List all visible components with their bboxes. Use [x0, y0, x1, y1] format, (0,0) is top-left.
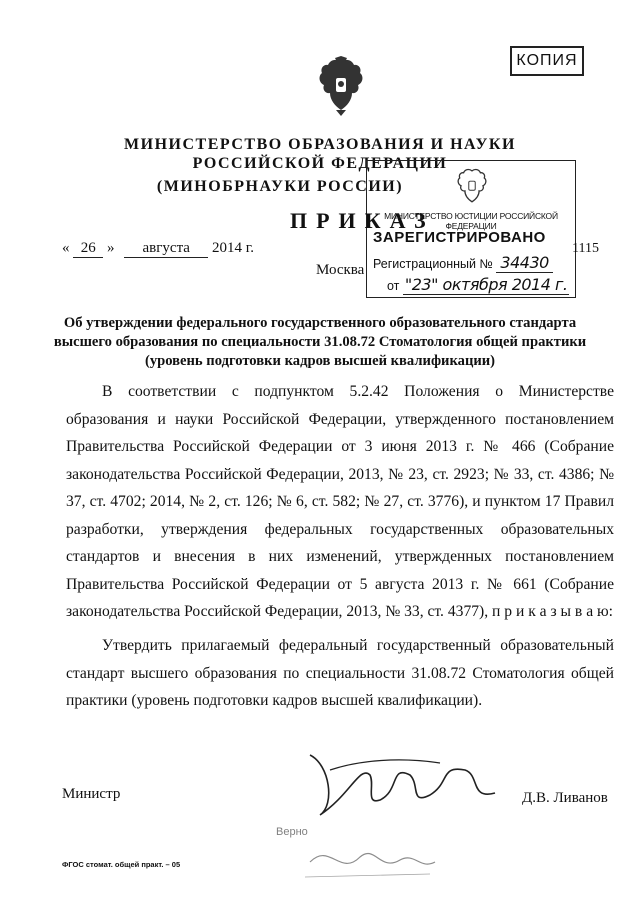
registration-date-label: от: [387, 279, 400, 293]
copy-stamp: КОПИЯ: [510, 46, 584, 76]
order-date: [62, 240, 254, 258]
registration-authority: МИНИСТЕРСТВО ЮСТИЦИИ РОССИЙСКОЙ ФЕДЕРАЦИИ: [384, 211, 558, 231]
registration-date-line: [387, 275, 569, 294]
ministry-name-line2: РОССИЙСКОЙ ФЕДЕРАЦИИ: [192, 155, 448, 172]
registration-number: 34430: [496, 253, 552, 273]
paragraph-basis: В соответствии с подпунктом 5.2.42 Положения о Министерстве образования и науки Российской Федерации, утвержденного постановлением Правительства Российской Федерации от 3 июня 2013 г. № 466 (Собрание законодательства Российской Федерации, 2013, № 23, ст. 2923; № 33, ст. 4386; № 37, ст. 4702; 2014, № 2, ст. 126; № 6, ст. 582; № 27, ст. 3776), и пунктом 17 Правил разработки, утверждения федеральных государственных образовательных стандартов и внесения в них изменений, утвержденных постановлением Правительства Российской Федерации от 5 августа 2013 г. № 661 (Собрание законодательства Российской Федерации, 2013, № 33, ст. 4377), п р и к а з ы в а ю:: [66, 383, 614, 620]
date-close-quote: »: [107, 240, 115, 256]
date-month: августа: [124, 240, 208, 258]
document-type: ПРИКАЗ: [290, 208, 435, 233]
order-number-value: 1115: [572, 241, 599, 256]
registration-date: "23" октября 2014 г.: [404, 275, 568, 294]
verno-label: Верно: [276, 826, 308, 838]
ministry-short-name: (МИНОБРНАУКИ РОССИИ): [156, 178, 404, 195]
registration-status: ЗАРЕГИСТРИРОВАНО: [373, 229, 546, 246]
double-headed-eagle-emblem: [316, 56, 366, 118]
paragraph-order: Утвердить прилагаемый федеральный государственный образовательный стандарт высшего образования по специальности 31.08.72 Стоматология общей практики (уровень подготовки кадров высшей квалификации).: [66, 637, 614, 709]
verno-stamp: [270, 822, 440, 892]
ministry-name-line1: МИНИСТЕРСТВО ОБРАЗОВАНИЯ И НАУКИ: [124, 136, 516, 153]
registration-number-line: [373, 253, 553, 272]
signatory-name: Д.В. Ливанов: [522, 790, 608, 806]
date-day: 26: [73, 240, 103, 258]
date-open-quote: «: [62, 240, 70, 256]
document-footer-code: ФГОС стомат. общей практ. – 05: [62, 860, 181, 869]
date-year: 2014 г.: [212, 240, 254, 256]
verno-signature: [300, 832, 440, 887]
signatory-position: Министр: [62, 786, 121, 802]
registration-number-label: Регистрационный №: [373, 257, 493, 271]
order-number: [572, 241, 599, 257]
city: Москва: [316, 262, 365, 278]
document-title: Об утверждении федерального государственного образовательного стандарта высшего образования по специальности 31.08.72 Стоматология общей практики (уровень подготовки кадров высшей квалификации): [53, 315, 587, 369]
handwritten-signature: [290, 745, 520, 825]
eagle-emblem-small: [455, 167, 489, 207]
